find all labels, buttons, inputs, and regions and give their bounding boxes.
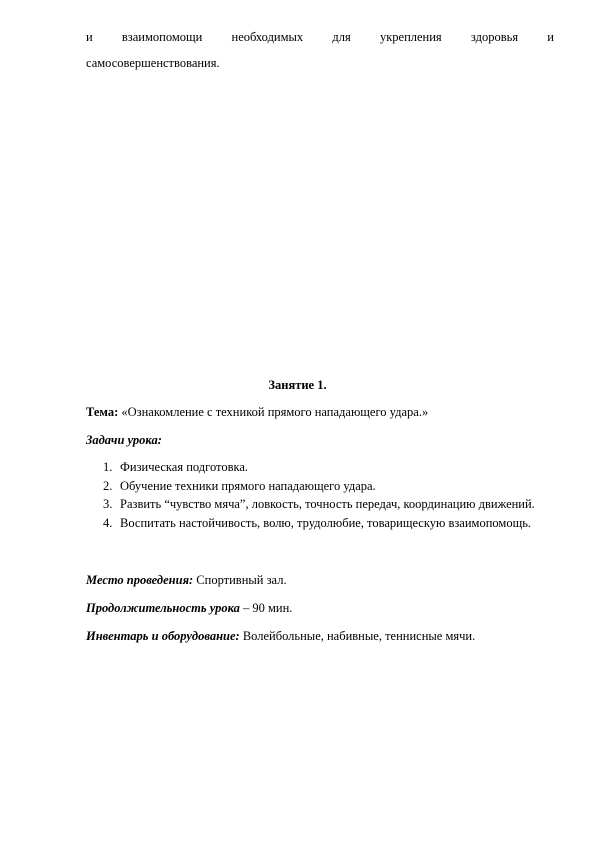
lesson-duration	[86, 601, 292, 616]
list-item-number: 1.	[103, 460, 113, 474]
tasks-label: Задачи урока:	[86, 433, 162, 447]
intro-line-2: самосовершенствования.	[86, 56, 220, 70]
intro-word: для	[332, 30, 351, 44]
tasks-list	[86, 458, 546, 532]
list-item-number: 2.	[103, 478, 113, 493]
list-item-number: 4.	[103, 515, 113, 530]
list-item-text: Воспитать настойчивость, волю, трудолюбие, товарищескую взаимопомощь.	[120, 515, 532, 530]
list-item-text: Физическая подготовка.	[120, 460, 249, 474]
list-item	[86, 514, 546, 533]
intro-word: взаимопомощи	[121, 30, 203, 44]
list-item	[86, 458, 546, 477]
lesson-equipment	[86, 629, 475, 644]
duration-text: – 90 мин.	[242, 601, 293, 615]
place-text: Спортивный зал.	[196, 573, 287, 587]
lesson-topic	[86, 405, 428, 420]
intro-word: необходимых	[231, 30, 304, 44]
lesson-title: Занятие 1.	[268, 378, 327, 392]
lesson-place	[86, 573, 287, 588]
topic-text: «Ознакомление с техникой прямого нападающего удара.»	[121, 405, 429, 419]
intro-justified-line	[86, 30, 554, 45]
equipment-label: Инвентарь и оборудование:	[86, 629, 240, 643]
list-item	[86, 495, 546, 514]
intro-word: укрепления	[379, 30, 442, 44]
place-label: Место проведения:	[86, 573, 194, 587]
topic-label: Тема:	[86, 405, 119, 419]
intro-word: и	[86, 30, 93, 44]
duration-label: Продолжительность урока	[86, 601, 240, 615]
list-item	[86, 477, 546, 496]
intro-word: и	[547, 30, 554, 44]
intro-word: здоровья	[470, 30, 519, 44]
equipment-text: Волейбольные, набивные, теннисные мячи.	[242, 629, 476, 643]
list-item-number: 3.	[103, 497, 113, 511]
list-item-text: Обучение техники прямого нападающего удара.	[120, 478, 376, 493]
list-item-text: Развить “чувство мяча”, ловкость, точность передач, координацию движений.	[120, 497, 535, 511]
